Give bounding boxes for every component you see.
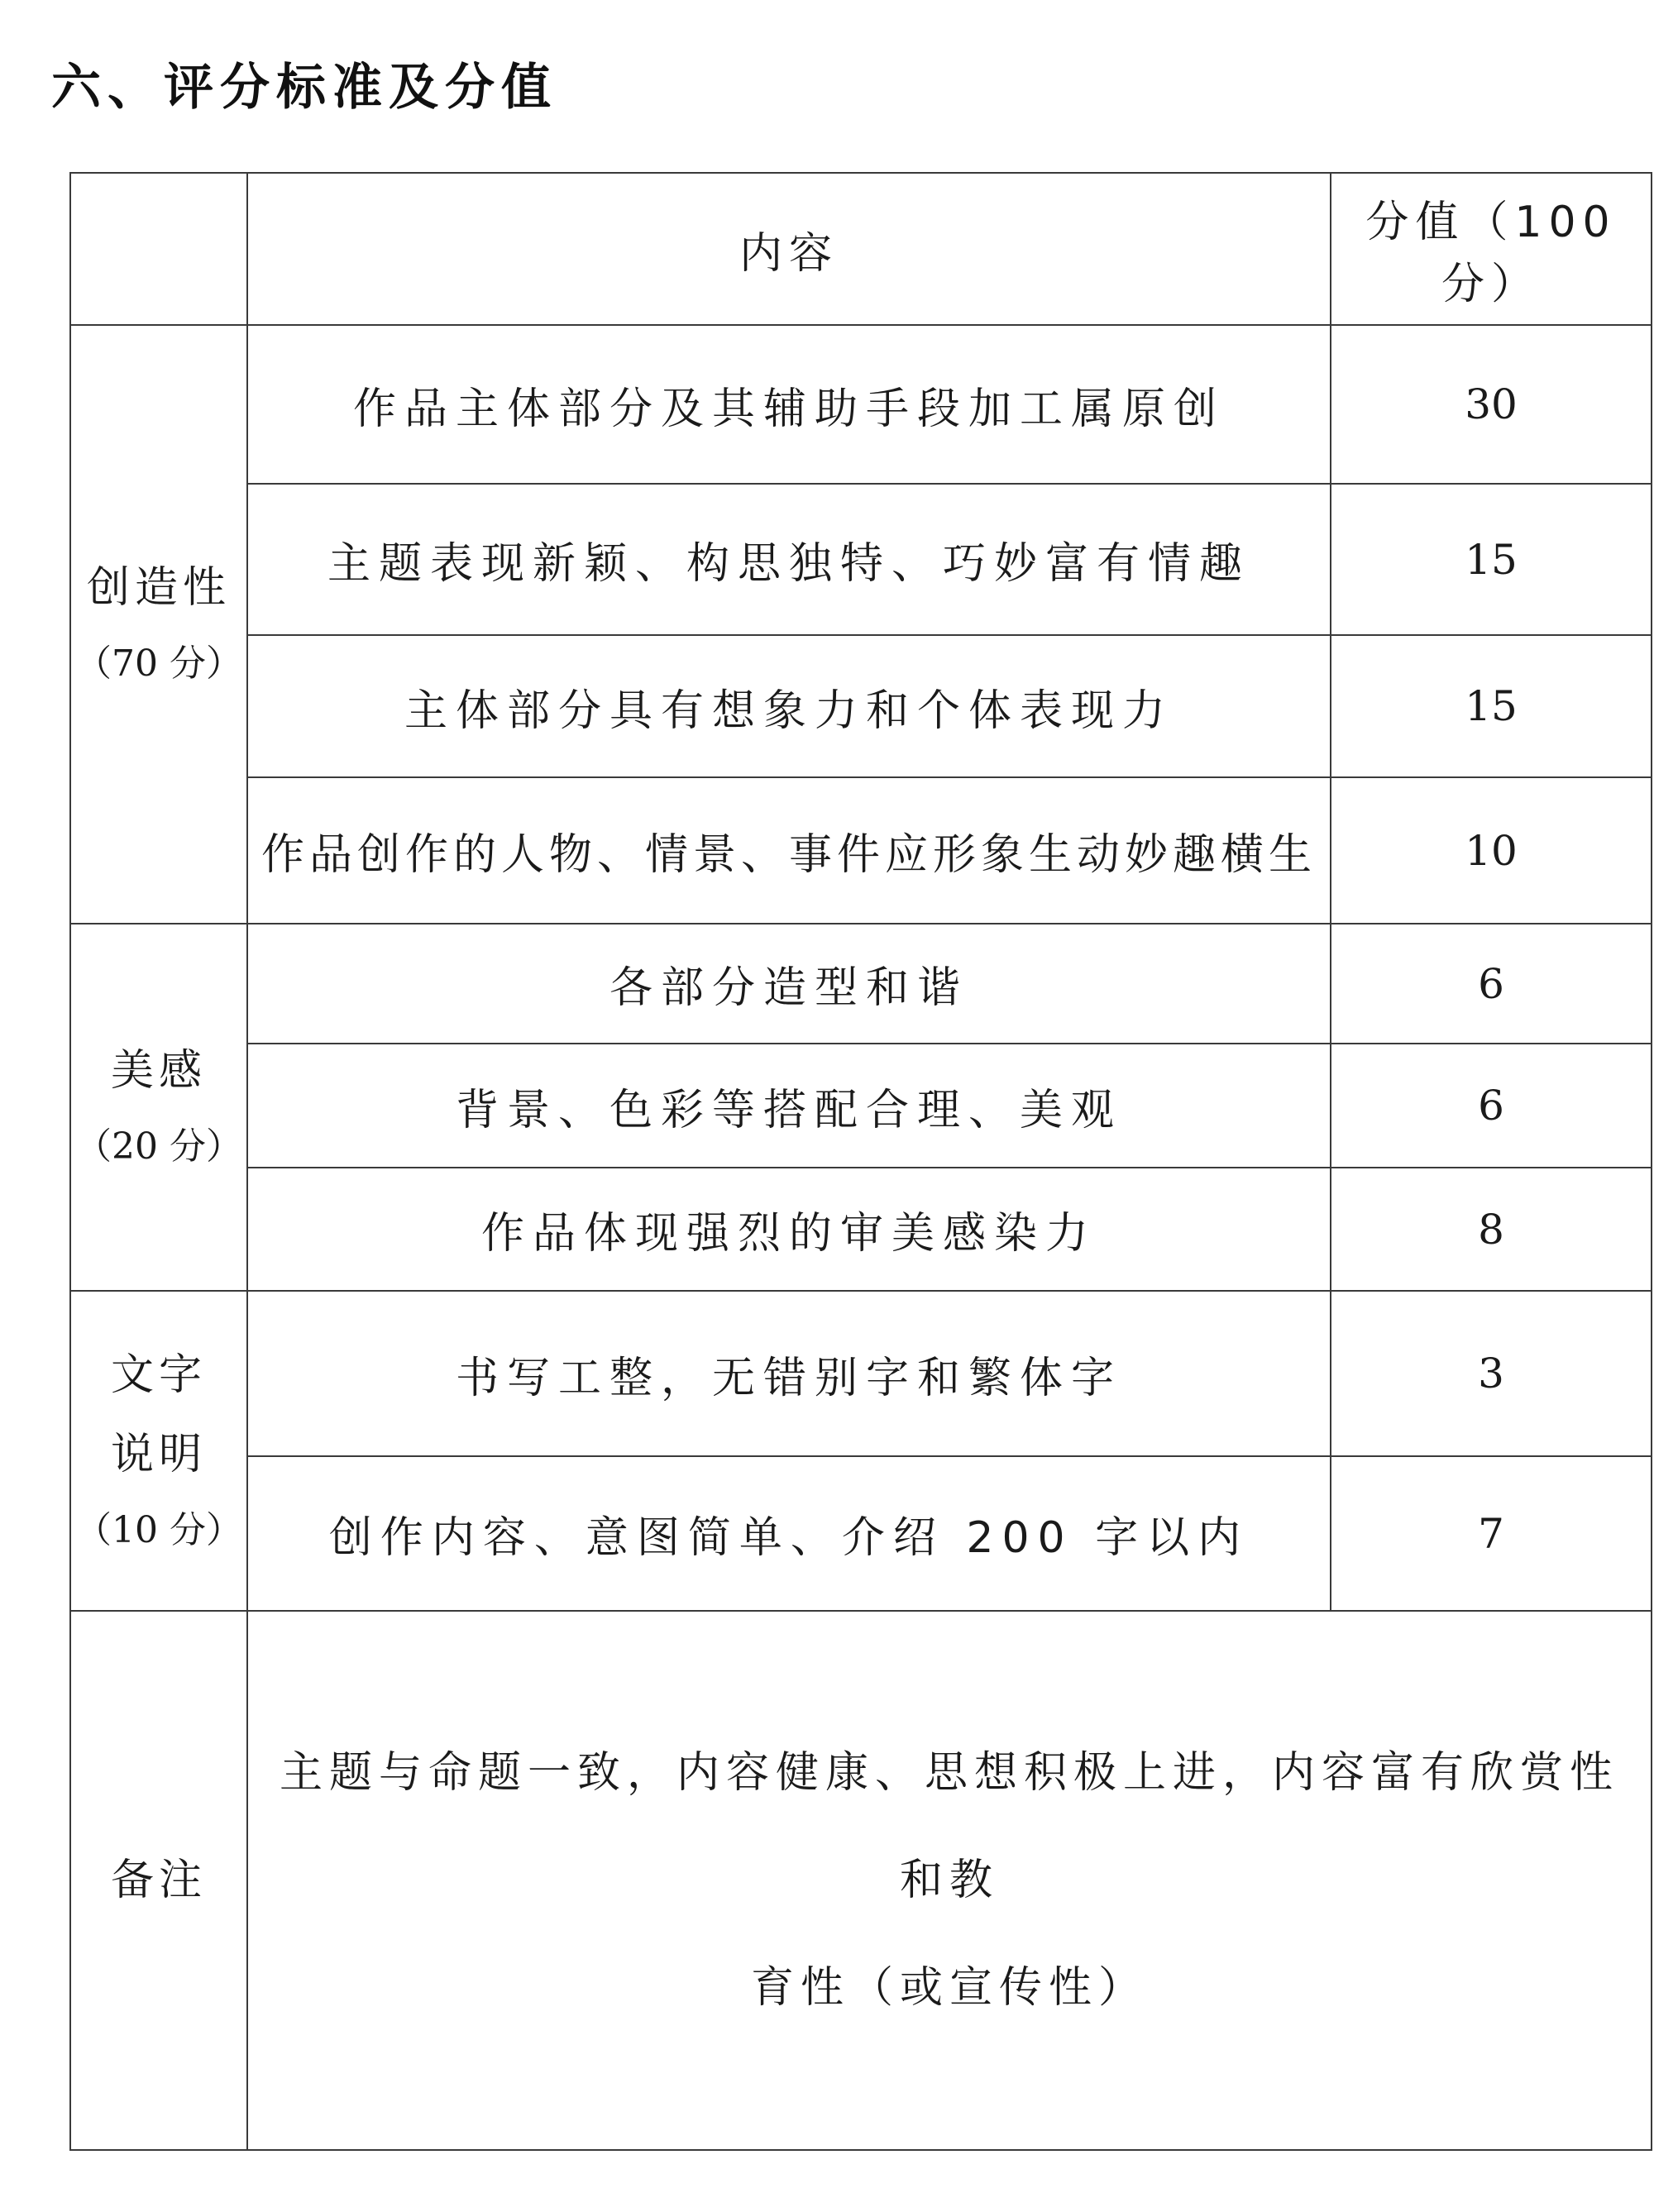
header-content-cell [247, 173, 1331, 325]
criterion-text: 主体部分具有想象力和个体表现力 [404, 686, 1174, 736]
criterion-text: 背景、色彩等搭配合理、美观 [455, 1085, 1122, 1135]
header-score-label: 分值（100 分） [1365, 198, 1617, 309]
note-line-1: 主题与命题一致，内容健康、思想积极上进，内容富有欣赏性和教 [279, 1748, 1619, 1905]
criterion-text: 作品体现强烈的审美感染力 [480, 1209, 1097, 1259]
score-value: 6 [1478, 959, 1504, 1008]
score-value: 15 [1465, 682, 1518, 730]
scoring-table [69, 172, 1652, 2151]
score-cell [1331, 484, 1652, 635]
note-row [70, 1611, 1652, 2150]
score-cell [1331, 1044, 1652, 1168]
category-cell-text-description [70, 1291, 247, 1611]
category-name: 美感 [110, 1046, 207, 1096]
table-row [70, 924, 1652, 1044]
criterion-text: 作品主体部分及其辅助手段加工属原创 [352, 384, 1225, 434]
score-cell [1331, 1291, 1652, 1456]
header-score-cell [1331, 173, 1652, 325]
score-value: 6 [1478, 1082, 1504, 1130]
score-cell [1331, 924, 1652, 1044]
content-cell [247, 325, 1331, 484]
note-label: 备注 [110, 1856, 207, 1905]
table-row [70, 1168, 1652, 1291]
table-header-row [70, 173, 1652, 325]
table-row [70, 777, 1652, 924]
table-row [70, 484, 1652, 635]
score-value: 15 [1465, 535, 1518, 584]
header-content-label: 内容 [739, 228, 839, 279]
category-name-line2: 说明 [110, 1429, 207, 1479]
score-cell [1331, 635, 1652, 777]
score-cell [1331, 777, 1652, 924]
category-name-line1: 文字 [110, 1350, 207, 1400]
content-cell [247, 1044, 1331, 1168]
category-points: （20 分） [75, 1125, 242, 1168]
content-cell [247, 635, 1331, 777]
score-cell [1331, 1168, 1652, 1291]
score-value: 8 [1478, 1205, 1504, 1254]
score-cell [1331, 1456, 1652, 1611]
content-cell [247, 777, 1331, 924]
table-row [70, 1456, 1652, 1611]
score-value: 3 [1478, 1350, 1504, 1397]
page-title: 六、评分标准及分值 [51, 59, 557, 117]
content-cell [247, 1456, 1331, 1611]
criterion-text: 主题表现新颖、构思独特、巧妙富有情趣 [327, 539, 1250, 589]
category-points: （10 分） [75, 1508, 242, 1551]
score-value: 10 [1465, 826, 1518, 875]
category-cell-aesthetics [70, 924, 247, 1291]
note-line-2: 育性（或宣传性） [750, 1963, 1148, 2013]
score-value: 7 [1478, 1509, 1504, 1558]
category-points: （70 分） [75, 643, 242, 685]
criterion-text: 各部分造型和谐 [609, 963, 968, 1013]
note-label-cell [70, 1611, 247, 2150]
score-value: 30 [1465, 380, 1518, 428]
criterion-text: 作品创作的人物、情景、事件应形象生动妙趣横生 [261, 830, 1317, 880]
table-row [70, 1291, 1652, 1456]
table-row [70, 325, 1652, 484]
table-row [70, 1044, 1652, 1168]
note-content-cell [247, 1611, 1652, 2150]
category-name: 创造性 [86, 563, 231, 613]
content-cell [247, 484, 1331, 635]
criterion-text: 创作内容、意图简单、介绍 200 字以内 [328, 1513, 1250, 1563]
score-cell [1331, 325, 1652, 484]
criterion-text: 书写工整，无错别字和繁体字 [455, 1353, 1122, 1403]
category-cell-creativity [70, 325, 247, 924]
content-cell [247, 1291, 1331, 1456]
header-category-cell [70, 173, 247, 325]
table-row [70, 635, 1652, 777]
content-cell [247, 924, 1331, 1044]
content-cell [247, 1168, 1331, 1291]
